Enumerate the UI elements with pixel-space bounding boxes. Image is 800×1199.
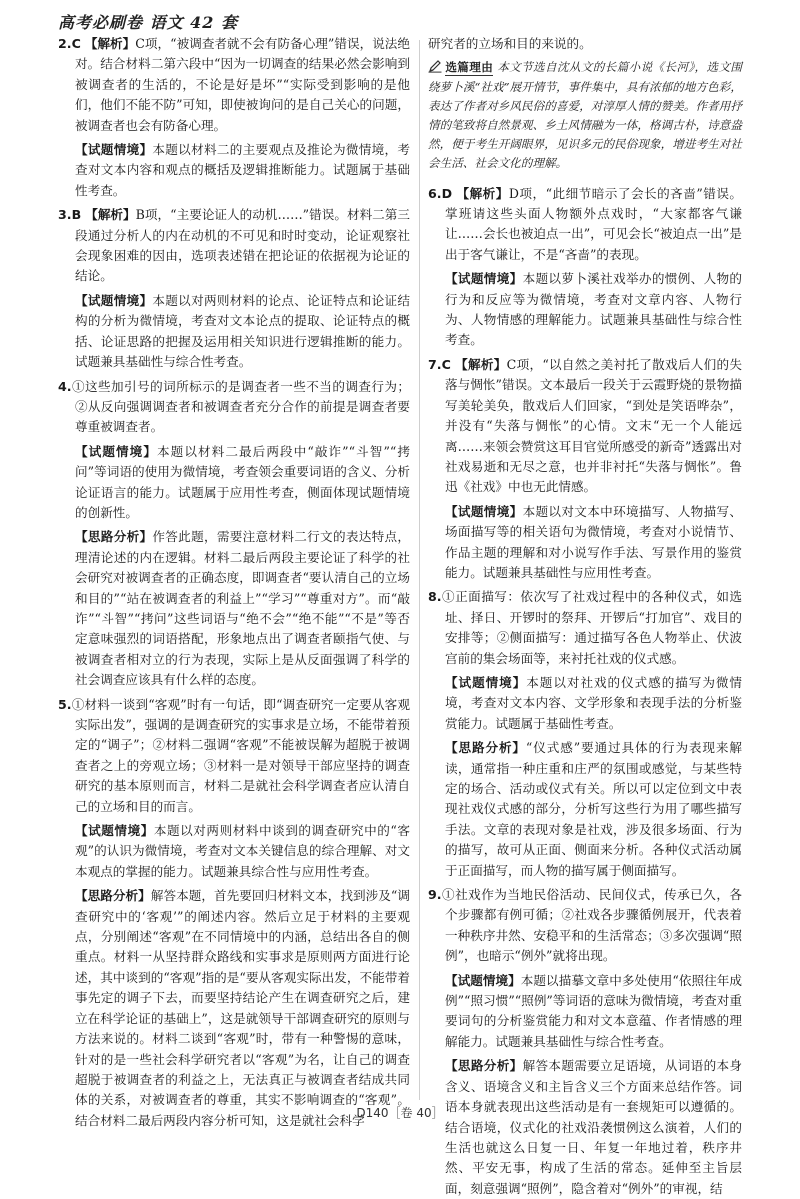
question-number: 8. (428, 589, 442, 605)
context-tag: 【试题情境】 (445, 972, 521, 988)
answer-2 (58, 34, 410, 136)
answer-text: ①正面描写：依次写了社戏过程中的各种仪式，如选址、择日、开锣时的祭拜、开锣后“打加官”、戏目的安排等；②侧面描写：通过描写各色人物举止、伏波宫前的集会场面等，来衬托社戏的仪式感。 (441, 589, 742, 666)
answer-8 (428, 587, 742, 669)
context-text: 本题以对两则材料的论点、论证特点和论证结构的分析为微情境，考查对文本论点的提取、论证特点的概括、论证思路的把握及运用相关知识进行逻辑推断的能力。试题兼具基础性与综合性考查。 (75, 292, 411, 370)
context-8 (428, 673, 742, 734)
context-tag: 【试题情境】 (75, 823, 154, 839)
answer-text: ①材料一谈到“客观”时有一句话，即“调查研究一定要从客观实际出发”，强调的是调查研究的实事求是立场，不能带着预定的“调子”；②材料二强调“客观”不能被误解为超脱于被调查者之上的旁观立场；③材料一是对领导干部应坚持的调查研究的基本原则而言，材料二是就社会科学调查者应认清自己的立场和目的而言。 (71, 696, 410, 814)
answer-choice: C (71, 36, 81, 51)
context-text: 本题以对文本中环境描写、人物描写、场面描写等的相关语句为微情境，考查对小说情节、作品主题的理解和对小说写作手法、写景作用的鉴赏能力。试题兼具基础性与应用性考查。 (445, 503, 743, 580)
context-tag: 【试题情境】 (75, 443, 157, 459)
context-tag: 【试题情境】 (445, 503, 523, 519)
analysis-tag: 【解析】 (84, 36, 136, 51)
context-tag: 【试题情境】 (75, 142, 153, 158)
answer-choice: B (71, 207, 82, 223)
context-9 (428, 971, 742, 1053)
question-number: 7. (428, 356, 442, 372)
answer-5 (58, 695, 410, 817)
question-number: 4. (58, 378, 72, 394)
context-text: 本题以描摹文章中多处使用“依照往年成例”“照习惯”“照例”等词语的意味为微情境，考查对重要词句的分析鉴赏能力和对文本意蕴、作者情感的理解能力。试题兼具基础性与综合性考查。 (445, 972, 742, 1049)
pencil-icon (428, 59, 442, 73)
answer-choice: D (441, 185, 453, 201)
context-4 (58, 442, 410, 524)
approach-tag: 【思路分析】 (75, 529, 153, 545)
answer-text: ①社戏作为当地民俗活动、民间仪式，传承已久，各个步骤都有例可循；②社戏各步骤循例展开，代表着一种秩序井然、安稳平和的生活常态；③多次强调“照例”，也暗示“例外”就将出现。 (441, 887, 742, 964)
selection-reason-label: 选篇理由 (445, 60, 494, 75)
selection-reason (428, 58, 742, 173)
approach-tag: 【思路分析】 (445, 1058, 523, 1074)
context-tag: 【试题情境】 (445, 271, 523, 287)
approach-5 (58, 886, 410, 1131)
analysis-tag: 【解析】 (456, 185, 509, 201)
context-2 (58, 140, 410, 201)
answer-9 (428, 885, 742, 967)
question-number: 9. (428, 887, 442, 903)
approach-tag: 【思路分析】 (445, 740, 526, 756)
analysis-tag: 【解析】 (85, 207, 136, 223)
page-header-title: 高考必刷卷 语文 42 套 (58, 13, 238, 32)
continued-text: 研究者的立场和目的来说的。 (428, 36, 592, 51)
selection-reason-text: 本文节选自沈从文的长篇小说《长河》，选文围绕萝卜溪“社戏”展开情节，事件集中，具有浓郁的地方色彩，表达了作者对乡风民俗的喜爱，对淳厚人情的赞美。作者用抒情的笔致将自然景观、乡土风情融为一体，格调古朴，诗意盎然，便于考生开阔眼界，见识多元的民俗现象，增进考生对社会生活、社会文化的理解。 (428, 60, 742, 171)
approach-tag: 【思路分析】 (75, 888, 151, 904)
analysis-text: C项，“被调查者就不会有防备心理”错误，说法绝对。结合材料二第六段中“因为一切调查的结果必然会影响到被调查者的生活的，不论是好是坏”“实际受到影响的是他们，他们不能不防”可知，即使被询问的是自己关心的问题，被调查者也会有防备心理。 (75, 36, 410, 133)
context-text: 本题以对两则材料中谈到的调查研究中的“客观”的认识为微情境，考查对文本关键信息的综合理解、对文本观点的掌握的能力。试题兼具综合性与应用性考查。 (75, 823, 410, 879)
analysis-text: B项，“主要论证人的动机……”错误。材料二第三段通过分析人的内在动机的不可见和时时变动，论证观察社会现象困难的因由，选项表述错在把论证的依据视为论证的结论。 (75, 207, 411, 284)
context-5 (58, 821, 410, 882)
context-7 (428, 502, 742, 584)
question-number: 6. (428, 185, 442, 201)
answer-6 (428, 184, 742, 266)
analysis-tag: 【解析】 (455, 356, 507, 372)
approach-4 (58, 527, 410, 690)
answer-4 (58, 377, 410, 438)
page-footer: D140［卷 40］ (356, 1106, 444, 1120)
answer-7 (428, 355, 742, 498)
context-tag: 【试题情境】 (75, 292, 153, 308)
context-text: 本题以材料二的主要观点及推论为微情境，考查对文本内容和观点的概括及逻辑推断能力。试题属于基础性考查。 (75, 142, 411, 198)
context-tag: 【试题情境】 (445, 674, 527, 690)
answer-choice: C (441, 356, 451, 372)
context-text: 本题以材料二最后两段中“敲诈”“斗智”“拷问”等词语的使用为微情境，考查领会重要词语的含义、分析论证语言的能力。试题属于应用性考查，侧面体现试题情境的创新性。 (75, 443, 410, 520)
context-6 (428, 269, 742, 351)
approach-8 (428, 738, 742, 881)
approach-text: “仪式感”要通过具体的行为表现来解读，通常指一种庄重和庄严的氛围或感觉，与某些特定的场合、活动或仪式有关。所以可以定位到文中表现社戏仪式感的部分，分析写这些行为用了哪些描写手法。文章的表现对象是社戏，涉及很多场面、行为的描写，故可从正面、侧面来分析。各种仪式活动属于正面描写，而人物的描写属于侧面描写。 (445, 740, 742, 878)
approach-text: 解答本题需要立足语境，从词语的本身含义、语境含义和主旨含义三个方面来总结作答。词语本身就表现出这些活动是有一套规矩可以遵循的。结合语境，仪式化的社戏沿袭惯例这么演着，人们的生活也就这么日复一日、年复一年地过着，秩序井然、平安无事，构成了生活的常态。延伸至主旨层面，刻意强调“照例”，隐含着对“例外”的审视，结 (445, 1058, 743, 1196)
approach-9 (428, 1056, 742, 1199)
column-divider (419, 40, 420, 1100)
analysis-text: C项，“以自然之美衬托了散戏后人们的失落与惆怅”错误。文本最后一段关于云霞野烧的景物描写美轮美奂，散戏后人们回家，“到处是笑语哗杂”，并没有“失落与惆怅”的心情。文末“无一个人能远离……来领会赞赏这耳目官觉所感受的新奇”透露出对社戏易逝和无尽之意，也并非衬托“失落与惆怅”。鲁迅《社戏》中也无此情感。 (445, 356, 742, 495)
context-3 (58, 291, 410, 373)
context-text: 本题以对社戏的仪式感的描写为微情境，考查对文本内容、文学形象和表现手法的分析鉴赏能力。试题属于基础性考查。 (445, 674, 743, 731)
question-number: 5. (58, 696, 72, 712)
approach-text: 解答本题，首先要回归材料文本，找到涉及“调查研究中的‘客观’”的阐述内容。然后立足于材料的主要观点，分别阐述“客观”在不同情境中的内涵，总结出各自的侧重点。材料一从坚持群众路线和实事求是原则两方面进行论述，其中谈到的“客观”指的是“要从客观实际出发，不能带着事先定的调子下去，而要坚持结论产生在调查研究之后，建立在科学论证的基础上”，这是就领导干部调查研究的原则与方法来说的。材料二谈到“客观”时，带有一种警惕的意味，针对的是一些社会科学研究者以“客观”为名，让自己的调查超脱于被调查者的利益之上，无法真正与被调查者结成共同体的关系，对被调查者的尊重，其实不影响调查的“客观”。结合材料二最后两段内容分析可知，这是就社会科学 (75, 888, 410, 1128)
context-text: 本题以萝卜溪社戏举办的惯例、人物的行为和反应等为微情境，考查对文章内容、人物行为、人物情感的理解能力。试题兼具基础性与综合性考查。 (445, 271, 743, 348)
answer-3 (58, 205, 410, 287)
question-number: 3. (58, 207, 72, 223)
answer-text: ①这些加引号的词所标示的是调查者一些不当的调查行为；②从反向强调调查者和被调查者充分合作的前提是调查者要尊重被调查者。 (71, 378, 410, 435)
right-column (428, 34, 743, 1196)
question-number: 2. (58, 36, 72, 51)
approach-text: 作答此题，需要注意材料二行文的表达特点，理清论述的内在逻辑。材料二最后两段主要论证了科学的社会研究对被调查者的正确态度，即调查者“要认清自己的立场和目的”“站在被调查者的利益上”“学习”“尊重对方”。而“敲诈”“斗智”“拷问”这些词语与“绝不会”“绝不能”“不是”等否定意味强烈的词语搭配，形象地点出了调查者颐指气使、与被调查者相对立的行为表现，实际上是从反面强调了科学的社会调查应该具有什么样的态度。 (75, 529, 411, 688)
analysis-text: D项，“此细节暗示了会长的吝啬”错误。掌班请这些头面人物额外点戏时，“大家都客气谦让……会长也被迫点一出”，可见会长“被迫点一出”是出于客气谦让，不是“吝啬”的表现。 (445, 185, 742, 262)
